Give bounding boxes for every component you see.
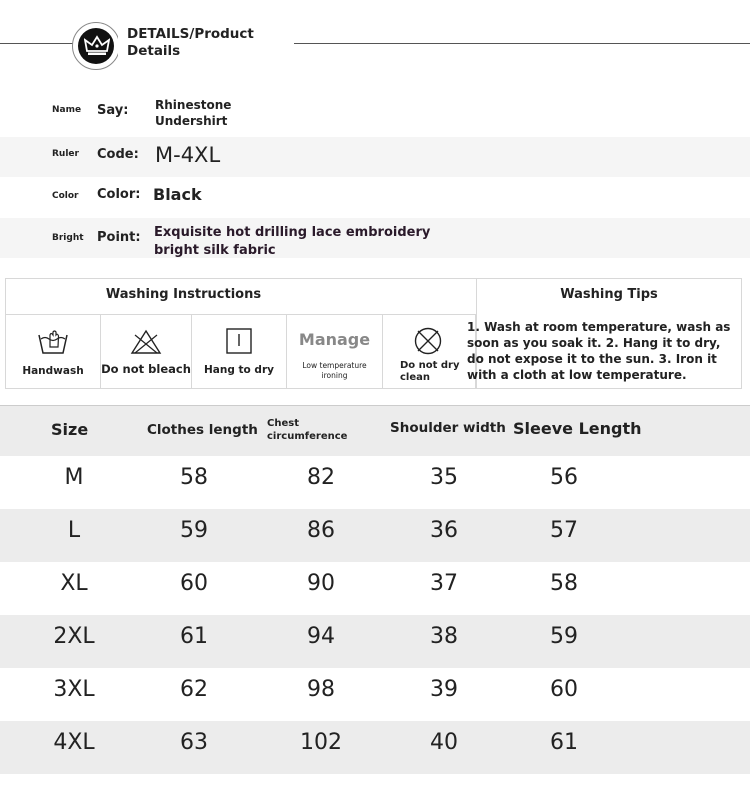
table-cell: 63 (180, 730, 208, 755)
table-cell: 57 (550, 518, 578, 543)
table-cell: 56 (550, 465, 578, 490)
table-cell: 40 (430, 730, 458, 755)
crown-icon (84, 34, 110, 58)
table-cell: 60 (550, 677, 578, 702)
table-cell: 58 (180, 465, 208, 490)
wash-label: Low temperature ironing (302, 361, 367, 380)
table-row (0, 615, 750, 668)
table-cell: 2XL (53, 624, 95, 649)
detail-label: Color (52, 191, 79, 201)
wash-label: Hang to dry (204, 364, 274, 376)
table-cell: 3XL (53, 677, 95, 702)
detail-value: Exquisite hot drilling lace embroidery bright silk fabric (154, 225, 431, 258)
header-sleeve-length: Sleeve Length (513, 419, 642, 438)
table-row (0, 456, 750, 509)
table-cell: 37 (430, 571, 458, 596)
detail-row-color (0, 178, 750, 218)
header-shoulder-width: Shoulder width (390, 420, 506, 436)
wash-cell-no-bleach (101, 315, 192, 388)
detail-label: Bright (52, 233, 84, 243)
table-cell: 62 (180, 677, 208, 702)
table-row (0, 562, 750, 615)
detail-key: Point: (97, 230, 141, 245)
table-cell: 90 (307, 571, 335, 596)
table-cell: 59 (550, 624, 578, 649)
table-row (0, 509, 750, 562)
detail-value: Rhinestone Undershirt (155, 98, 232, 128)
detail-row-point (0, 218, 750, 258)
detail-label: Ruler (52, 149, 79, 159)
detail-key: Say: (97, 103, 129, 118)
detail-value: Black (153, 185, 202, 204)
header-clothes-length: Clothes length (147, 422, 258, 438)
wash-cell-handwash (6, 315, 101, 388)
washing-tips-title: Washing Tips (560, 287, 658, 302)
table-cell: 60 (180, 571, 208, 596)
header-chest: Chest circumference (267, 418, 348, 442)
washing-instructions-title: Washing Instructions (105, 287, 262, 302)
table-cell: 102 (300, 730, 342, 755)
brand-logo (72, 22, 120, 70)
low-temp-iron-icon: Manage (298, 330, 371, 349)
detail-row-name (0, 90, 750, 134)
wash-label: Do not dry clean (400, 360, 460, 383)
detail-value: M-4XL (155, 143, 221, 167)
table-cell: L (67, 518, 81, 543)
table-cell: 36 (430, 518, 458, 543)
table-cell: 82 (307, 465, 335, 490)
table-cell: 58 (550, 571, 578, 596)
size-table-header (0, 406, 750, 456)
wash-cell-no-dry-clean (383, 315, 476, 388)
table-cell: 39 (430, 677, 458, 702)
header-size: Size (51, 420, 89, 439)
table-cell: 98 (307, 677, 335, 702)
table-cell: M (64, 465, 84, 490)
table-row (0, 668, 750, 721)
table-cell: 38 (430, 624, 458, 649)
washing-panel (5, 278, 742, 389)
table-cell: 35 (430, 465, 458, 490)
wash-label: Do not bleach (101, 362, 191, 376)
section-title: DETAILS/Product Details (118, 26, 294, 60)
washing-tips-text: 1. Wash at room temperature, wash as soon as you soak it. 2. Hang it to dry, do not expose it to the sun. 3. Iron it with a cloth at low temperature. (467, 320, 731, 382)
table-cell: 94 (307, 624, 335, 649)
detail-row-code (0, 137, 750, 177)
table-cell: XL (60, 571, 88, 596)
wash-label: Handwash (22, 365, 84, 377)
table-cell: 59 (180, 518, 208, 543)
table-cell: 4XL (53, 730, 95, 755)
wash-cell-hang-dry (192, 315, 287, 388)
table-cell: 61 (180, 624, 208, 649)
wash-cell-ironing (287, 315, 383, 388)
table-cell: 61 (550, 730, 578, 755)
detail-label: Name (52, 105, 82, 115)
table-row (0, 721, 750, 774)
detail-key: Color: (97, 187, 141, 202)
table-cell: 86 (307, 518, 335, 543)
no-bleach-icon (130, 329, 162, 355)
handwash-icon (36, 327, 70, 355)
detail-key: Code: (97, 147, 139, 162)
no-dry-clean-icon (413, 326, 443, 356)
hang-dry-icon (226, 328, 252, 354)
